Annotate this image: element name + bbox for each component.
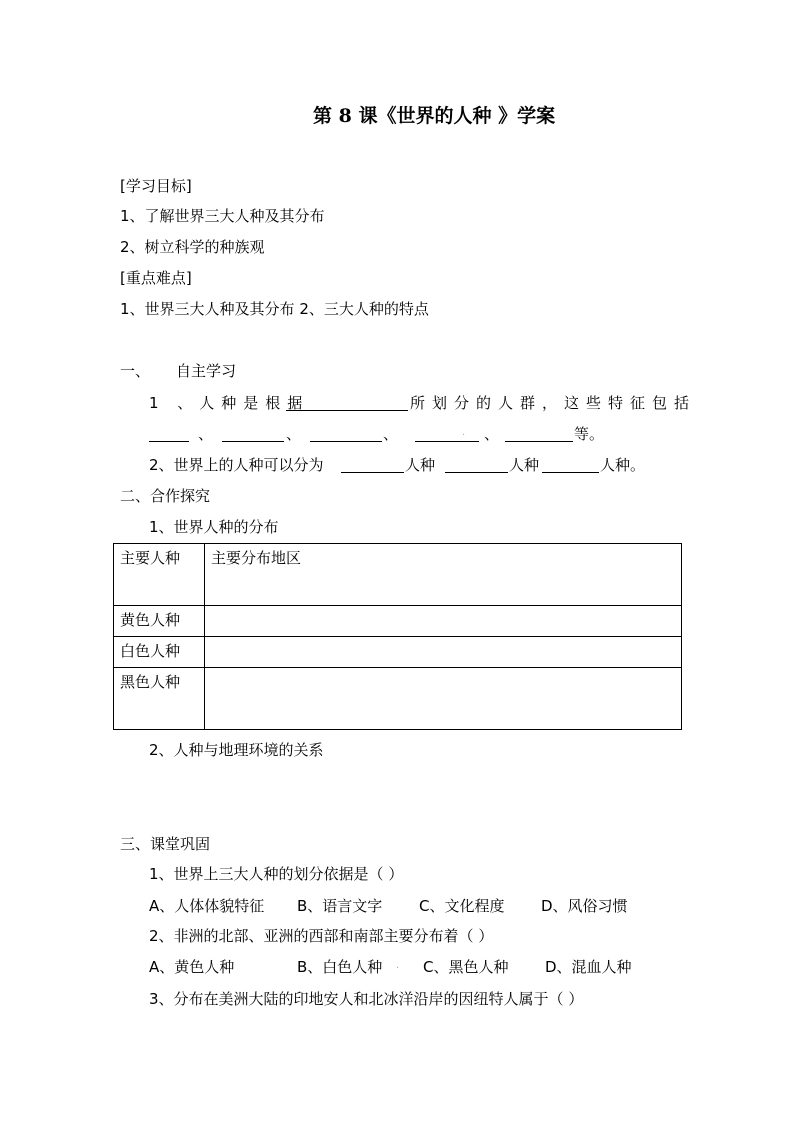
distribution-table <box>113 543 682 730</box>
answer-blank[interactable] <box>505 425 573 442</box>
answer-blank[interactable] <box>445 456 508 473</box>
answer-blank[interactable] <box>222 425 284 442</box>
q1-option-c[interactable]: C、文化程度 <box>419 897 505 915</box>
q2-option-c[interactable]: C、黑色人种 <box>423 958 509 976</box>
q1-end: 等。 <box>574 425 605 443</box>
section1-heading: 自主学习 <box>176 362 237 380</box>
stray-dot: . <box>396 960 400 971</box>
table-header-region: 主要分布地区 <box>205 544 682 606</box>
q1-option-a[interactable]: A、人体体貌特征 <box>149 897 265 915</box>
key-points-text: 1、世界三大人种及其分布 2、三大人种的特点 <box>120 300 429 318</box>
section3-heading: 三、课堂巩固 <box>120 835 211 853</box>
answer-blank[interactable] <box>286 394 408 411</box>
table-cell-race: 白色人种 <box>114 637 205 668</box>
objective-item: 2、树立科学的种族观 <box>120 238 265 256</box>
q2-word: 人种 <box>405 456 436 474</box>
q2-option-b[interactable]: B、白色人种 <box>297 958 383 976</box>
q1-option-d[interactable]: D、风俗习惯 <box>541 897 628 915</box>
table-cell-race: 黄色人种 <box>114 606 205 637</box>
separator: 、 <box>198 425 214 443</box>
q2-option-a[interactable]: A、黄色人种 <box>149 958 235 976</box>
q2-word: 人种。 <box>600 456 646 474</box>
q1-mid: 所划分的人群，这些特征包括 <box>410 394 697 412</box>
answer-blank[interactable] <box>310 425 382 442</box>
table-cell-region[interactable] <box>205 637 682 668</box>
table-row <box>114 637 682 668</box>
table-row <box>114 606 682 637</box>
q1-prefix: 1 、人种是根据 <box>149 394 310 412</box>
q2-option-d[interactable]: D、混血人种 <box>545 958 632 976</box>
separator: 、 <box>383 425 399 443</box>
q2-word: 人种 <box>509 456 540 474</box>
section2-heading: 二、合作探究 <box>120 487 211 505</box>
objectives-heading: [学习目标] <box>120 177 192 195</box>
objective-item: 1、了解世界三大人种及其分布 <box>120 207 325 225</box>
separator: 、 <box>286 425 302 443</box>
question-2: 2、非洲的北部、亚洲的西部和南部主要分布着（ ） <box>149 927 494 945</box>
stray-dot: . <box>462 427 466 438</box>
q2-prefix: 2、世界上的人种可以分为 <box>149 456 324 474</box>
question-1: 1、世界上三大人种的划分依据是（ ） <box>149 865 404 883</box>
answer-blank[interactable] <box>542 456 599 473</box>
section2-sub2: 2、人种与地理环境的关系 <box>149 741 324 759</box>
answer-blank[interactable] <box>149 425 189 442</box>
question-3: 3、分布在美洲大陆的印地安人和北冰洋沿岸的因纽特人属于（ ） <box>149 990 584 1008</box>
section2-sub1: 1、世界人种的分布 <box>149 518 279 536</box>
table-cell-race: 黑色人种 <box>114 668 205 730</box>
table-cell-region[interactable] <box>205 668 682 730</box>
answer-blank[interactable] <box>341 456 404 473</box>
section1-heading-num: 一、 <box>120 362 151 380</box>
answer-blank[interactable] <box>415 425 479 442</box>
q1-option-b[interactable]: B、语言文字 <box>297 897 383 915</box>
separator: 、 <box>484 425 500 443</box>
table-row <box>114 668 682 730</box>
page-title: 第 8 课《世界的人种 》学案 <box>313 105 556 127</box>
table-cell-region[interactable] <box>205 606 682 637</box>
table-header-race: 主要人种 <box>114 544 205 606</box>
key-points-heading: [重点难点] <box>120 269 192 287</box>
